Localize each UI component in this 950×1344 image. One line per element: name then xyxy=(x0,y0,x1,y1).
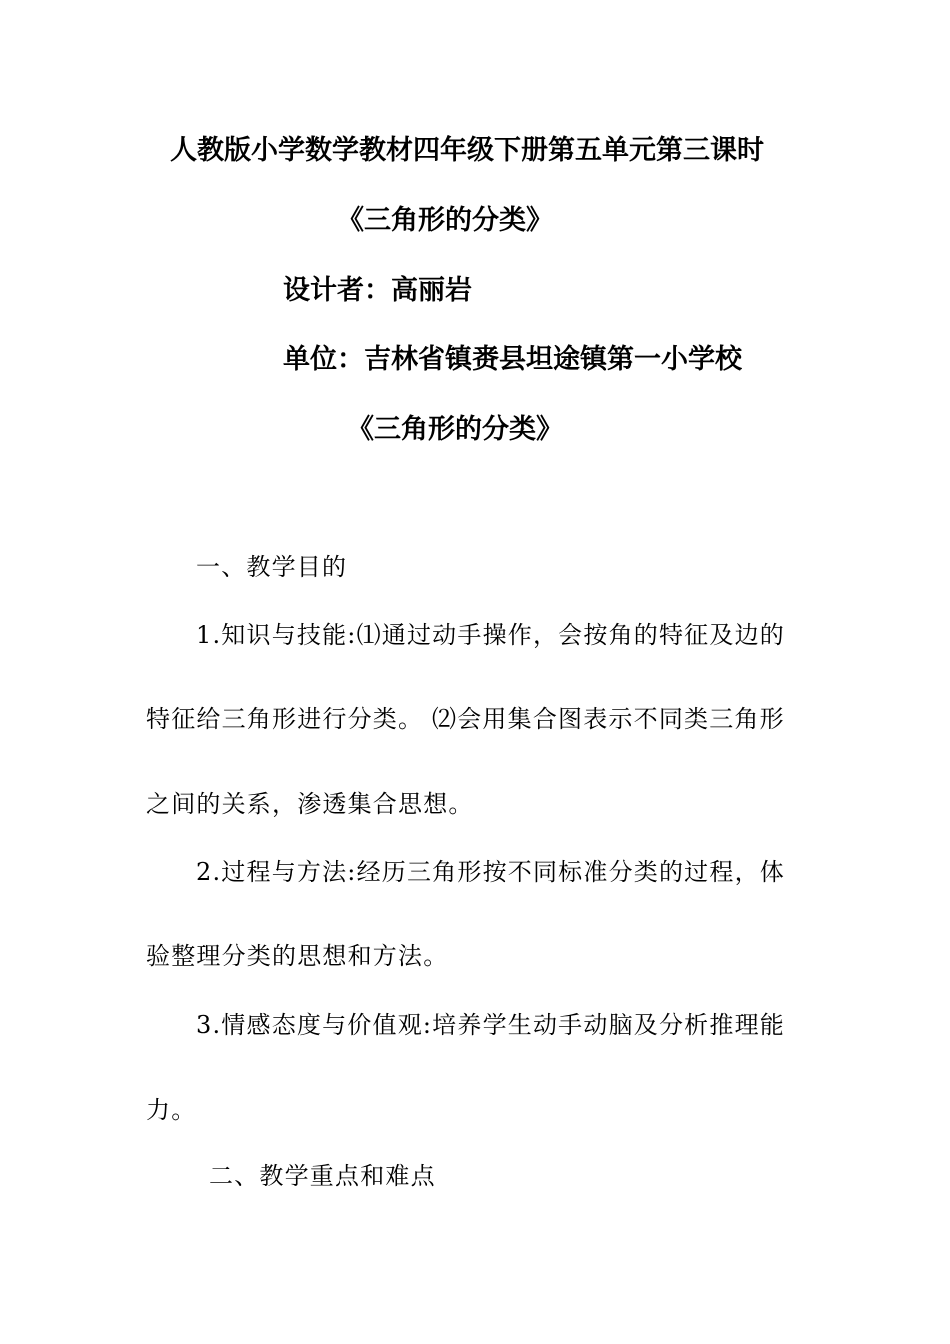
paragraph-line: 力。 xyxy=(146,1096,197,1124)
paragraph-line: 特征给三角形进行分类。 ⑵会用集合图表示不同类三角形 xyxy=(146,705,785,733)
designer-line: 设计者：高丽岩 xyxy=(283,275,472,306)
paragraph-line: 1.知识与技能:⑴通过动手操作，会按角的特征及边的 xyxy=(196,621,785,649)
lesson-title-repeat: 《三角形的分类》 xyxy=(347,414,563,445)
lesson-title: 《三角形的分类》 xyxy=(337,205,553,236)
paragraph-line: 2.过程与方法:经历三角形按不同标准分类的过程，体 xyxy=(196,858,785,886)
paragraph-line: 之间的关系，渗透集合思想。 xyxy=(146,790,474,818)
unit-line: 单位：吉林省镇赉县坦途镇第一小学校 xyxy=(283,344,742,375)
section-heading-objectives: 一、教学目的 xyxy=(196,553,348,581)
document-title: 人教版小学数学教材四年级下册第五单元第三课时 xyxy=(170,135,764,166)
paragraph-line: 验整理分类的思想和方法。 xyxy=(146,942,449,970)
section-heading-key-points: 二、教学重点和难点 xyxy=(209,1162,436,1190)
paragraph-line: 3.情感态度与价值观:培养学生动手动脑及分析推理能 xyxy=(196,1011,785,1039)
